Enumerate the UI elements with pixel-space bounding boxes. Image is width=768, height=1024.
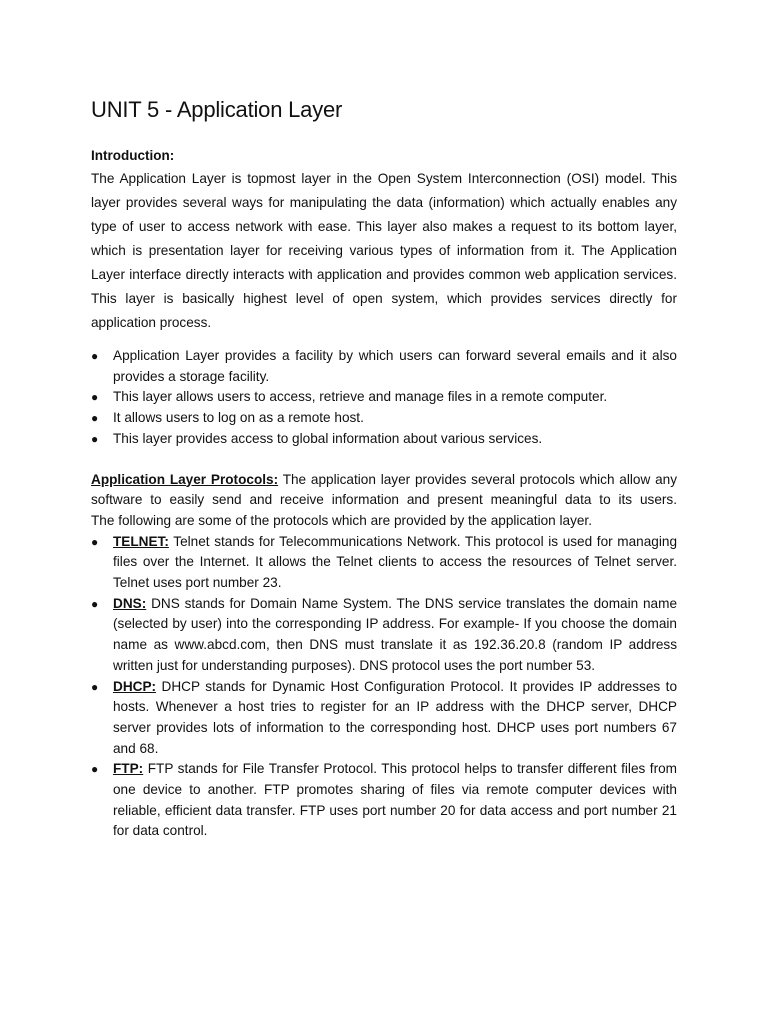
protocols-intro: The application layer provides several protocols which allow any software to easily send and receive information and present meaningful data to its users.	[91, 471, 678, 508]
bullet-icon: ●	[91, 431, 99, 446]
list-item: ● It allows users to log on as a remote host.	[91, 408, 677, 429]
protocol-name: FTP:	[113, 761, 144, 777]
protocol-description: Telnet stands for Telecommunications Network. This protocol is used for managing files over the Internet. It allows the Telnet clients to access the resources of Telnet server. Telnet uses port number 23.	[113, 533, 678, 591]
bullet-icon: ●	[91, 762, 99, 777]
page-title: UNIT 5 - Application Layer	[91, 97, 343, 122]
feature-list	[91, 346, 677, 450]
protocol-description: DHCP stands for Dynamic Host Configuration Protocol. It provides IP addresses to hosts. Whenever a host tries to register for an IP address with the DHCP server, DHCP server provides lots of information to the corresponding host. DHCP uses port numbers 67 and 68.	[113, 678, 678, 756]
list-item: ● Application Layer provides a facility by which users can forward several emails and it also provides a storage facility.	[91, 348, 677, 384]
document-page	[91, 96, 677, 842]
bullet-icon: ●	[91, 596, 99, 611]
protocols-intro-paragraph	[91, 470, 677, 511]
protocol-name: DNS:	[113, 595, 147, 611]
protocols-lead: The following are some of the protocols which are provided by the application layer.	[91, 512, 592, 528]
bullet-icon: ●	[91, 679, 99, 694]
protocol-item-telnet	[91, 532, 677, 594]
protocol-item-dns	[91, 594, 677, 677]
protocols-heading: Application Layer Protocols:	[91, 471, 279, 487]
bullet-icon: ●	[91, 349, 99, 363]
protocol-description: DNS stands for Domain Name System. The DNS service translates the domain name (selected by user) into the corresponding IP address. For example- If you choose the domain name as www.abcd.com, then DNS must translate it as 192.36.20.8 (random IP address written just for understanding purposes). DNS protocol uses the port number 53.	[113, 595, 678, 673]
introduction-paragraph: The Application Layer is topmost layer in the Open System Interconnection (OSI) model. This layer provides several ways for manipulating the data (information) which actually enables any type of user to access network with ease. This layer also makes a request to its bottom layer, which is presentation layer for receiving various types of information from it. The Application Layer interface directly interacts with application and provides common web application services. This layer is basically highest level of open system, which provides services directly for application process.	[91, 171, 677, 330]
bullet-icon: ●	[91, 411, 99, 426]
protocol-name: TELNET:	[113, 533, 169, 549]
bullet-icon: ●	[91, 534, 99, 549]
protocol-item-dhcp	[91, 677, 677, 760]
bullet-icon: ●	[91, 390, 99, 405]
protocol-list	[91, 532, 677, 843]
list-item: ● This layer provides access to global information about various services.	[91, 429, 677, 450]
introduction-heading: Introduction:	[91, 148, 175, 163]
protocol-item-ftp	[91, 759, 677, 842]
protocol-name: DHCP:	[113, 678, 157, 694]
list-item: ● This layer allows users to access, retrieve and manage files in a remote computer.	[91, 387, 677, 408]
protocol-description: FTP stands for File Transfer Protocol. This protocol helps to transfer different files from one device to another. FTP promotes sharing of files via remote computer devices with reliable, efficient data transfer. FTP uses port number 20 for data access and port number 21 for data control.	[113, 761, 677, 839]
